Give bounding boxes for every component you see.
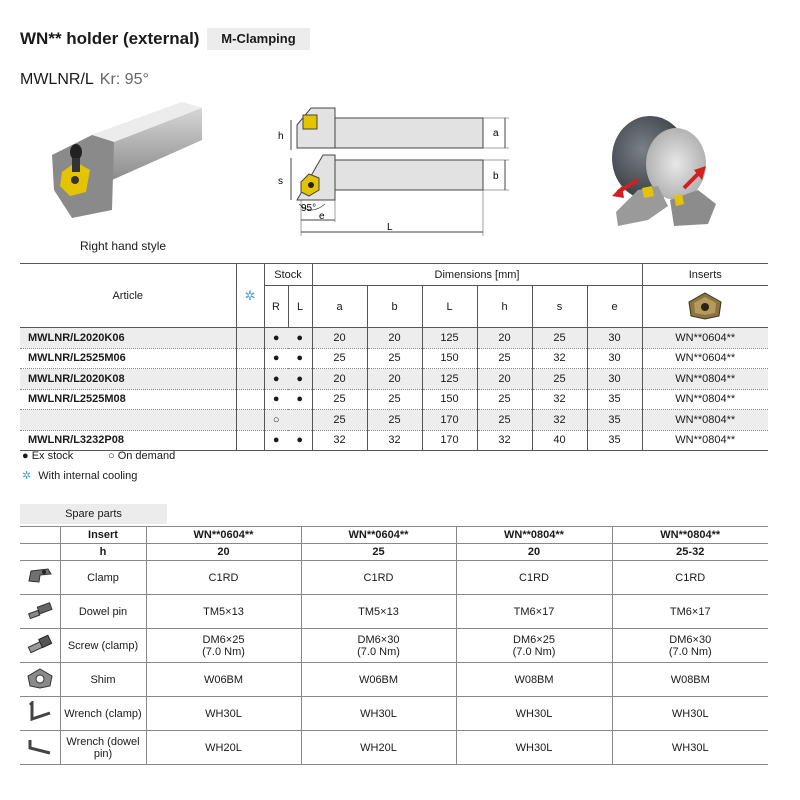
- insert-cell: WN**0604**: [642, 328, 768, 349]
- part-value: WH30L: [612, 731, 768, 765]
- stock-l: ●: [296, 352, 304, 365]
- col-h: 20: [456, 544, 612, 561]
- stock-l: ●: [296, 331, 304, 344]
- part-value-main: DM6×30: [669, 633, 712, 646]
- part-value: WH30L: [301, 697, 456, 731]
- header-stock-r: R: [264, 286, 288, 328]
- header-dim-h: h: [477, 286, 532, 328]
- clamp-icon: [26, 566, 54, 586]
- table-row: [20, 389, 768, 410]
- dim-e: 35: [587, 389, 642, 410]
- page-title: WN** holder (external): [20, 29, 200, 48]
- dim-L: 150: [422, 348, 477, 369]
- part-torque: (7.0 Nm): [512, 645, 556, 658]
- insert-cell: WN**0604**: [642, 348, 768, 369]
- wrench-icon: [26, 701, 54, 723]
- label-h: h: [278, 131, 284, 142]
- part-value: W08BM: [612, 663, 768, 697]
- insert-icon: [685, 290, 725, 320]
- part-value: [301, 629, 456, 663]
- part-name: Screw (clamp): [60, 629, 146, 663]
- dim-e: 35: [587, 410, 642, 431]
- label-angle: 95°: [301, 203, 317, 214]
- machining-illustration: [608, 108, 718, 226]
- dim-L: 170: [422, 410, 477, 431]
- dim-a: 25: [312, 348, 367, 369]
- cooling-icon: ✲: [22, 470, 32, 482]
- dim-h: 25: [477, 389, 532, 410]
- dim-b: 20: [367, 328, 422, 349]
- col-h: 25-32: [612, 544, 768, 561]
- part-value: TM6×17: [456, 595, 612, 629]
- stock-r: ●: [264, 389, 288, 410]
- insert-label: Insert: [60, 527, 146, 544]
- part-value: WH20L: [146, 731, 301, 765]
- dimension-drawing: [275, 100, 515, 245]
- wrench-icon: [26, 735, 54, 757]
- col-insert: WN**0804**: [456, 527, 612, 544]
- dim-b: 25: [367, 410, 422, 431]
- cooling-icon: ✲: [236, 264, 264, 328]
- part-value: WH30L: [456, 731, 612, 765]
- legend-cooling: [22, 469, 137, 482]
- dim-a: 25: [312, 389, 367, 410]
- part-torque: (7.0 Nm): [202, 645, 245, 658]
- table-row: [20, 348, 768, 369]
- article-cell: MWLNR/L2525M06: [28, 352, 126, 365]
- dim-L: 125: [422, 328, 477, 349]
- stock-r: ●: [264, 430, 288, 451]
- dim-a: 20: [312, 369, 367, 390]
- dim-h: 32: [477, 430, 532, 451]
- tool-holder-image: [52, 100, 202, 220]
- col-insert: WN**0604**: [146, 527, 301, 544]
- part-value: WH30L: [612, 697, 768, 731]
- dim-e: 30: [587, 369, 642, 390]
- part-name: Wrench (clamp): [60, 697, 146, 731]
- kr-angle: Kr: 95°: [99, 71, 149, 88]
- article-table: [20, 263, 768, 451]
- header-dim-L: L: [422, 286, 477, 328]
- part-value: C1RD: [612, 561, 768, 595]
- label-b: b: [493, 171, 499, 182]
- part-value: TM6×17: [612, 595, 768, 629]
- label-e: e: [319, 211, 325, 222]
- article-cell: MWLNR/L2020K08: [28, 372, 125, 385]
- dim-s: 25: [532, 328, 587, 349]
- dim-e: 30: [587, 328, 642, 349]
- part-value-main: DM6×25: [513, 633, 555, 646]
- article-cell: MWLNR/L2020K06: [28, 331, 125, 344]
- dim-b: 25: [367, 389, 422, 410]
- header-dim-a: a: [312, 286, 367, 328]
- table-row: [20, 430, 768, 451]
- dim-e: 35: [587, 430, 642, 451]
- header-inserts: Inserts: [642, 264, 768, 286]
- part-value: C1RD: [301, 561, 456, 595]
- header-dim-s: s: [532, 286, 587, 328]
- dim-h: 20: [477, 328, 532, 349]
- insert-image: [642, 286, 768, 328]
- shim-icon: [26, 667, 54, 689]
- part-name: Wrench (dowel pin): [60, 731, 146, 765]
- part-value: [456, 629, 612, 663]
- clamping-badge: M-Clamping: [207, 28, 310, 50]
- part-value: [612, 629, 768, 663]
- part-torque: (7.0 Nm): [357, 645, 400, 658]
- part-value: TM5×13: [301, 595, 456, 629]
- header-stock: Stock: [264, 264, 312, 286]
- dim-s: 32: [532, 410, 587, 431]
- stock-l: ●: [296, 372, 304, 385]
- header-dim-e: e: [587, 286, 642, 328]
- model-subtitle: [20, 71, 149, 89]
- stock-r: ●: [264, 328, 288, 349]
- part-torque: (7.0 Nm): [668, 645, 712, 658]
- dowel-pin-icon: [26, 600, 54, 620]
- col-insert: WN**0804**: [612, 527, 768, 544]
- part-name: Clamp: [60, 561, 146, 595]
- legend-cooling-text: With internal cooling: [38, 470, 138, 482]
- header-dim-b: b: [367, 286, 422, 328]
- model-name: MWLNR/L: [20, 71, 94, 88]
- header-article: Article: [20, 264, 236, 328]
- stock-l: ●: [296, 393, 304, 406]
- stock-l: [288, 410, 312, 431]
- dim-L: 150: [422, 389, 477, 410]
- insert-cell: WN**0804**: [642, 410, 768, 431]
- dim-L: 170: [422, 430, 477, 451]
- label-L: L: [387, 222, 393, 233]
- dim-s: 40: [532, 430, 587, 451]
- dim-h: 20: [477, 369, 532, 390]
- dim-s: 32: [532, 348, 587, 369]
- dim-h: 25: [477, 410, 532, 431]
- label-s: s: [278, 176, 283, 187]
- part-name: Dowel pin: [60, 595, 146, 629]
- right-hand-caption: Right hand style: [80, 239, 167, 253]
- part-value-main: DM6×25: [202, 633, 245, 646]
- part-value: [146, 629, 301, 663]
- stock-l: ●: [296, 434, 304, 447]
- table-row: [20, 369, 768, 390]
- col-h: 25: [301, 544, 456, 561]
- part-value: W06BM: [301, 663, 456, 697]
- col-h: 20: [146, 544, 301, 561]
- part-value: W08BM: [456, 663, 612, 697]
- spare-parts-table: [20, 526, 768, 765]
- screw-icon: [26, 634, 54, 654]
- header-stock-l: L: [288, 286, 312, 328]
- dim-h: 25: [477, 348, 532, 369]
- part-value: WH30L: [456, 697, 612, 731]
- part-value: WH30L: [146, 697, 301, 731]
- col-insert: WN**0604**: [301, 527, 456, 544]
- article-cell: MWLNR/L2525M08: [28, 393, 126, 406]
- insert-cell: WN**0804**: [642, 430, 768, 451]
- legend-on-demand: ○ On demand: [108, 450, 176, 462]
- dim-b: 32: [367, 430, 422, 451]
- table-row: [20, 410, 768, 431]
- part-value: C1RD: [456, 561, 612, 595]
- part-name: Shim: [60, 663, 146, 697]
- dim-s: 25: [532, 369, 587, 390]
- dim-a: 32: [312, 430, 367, 451]
- insert-cell: WN**0804**: [642, 369, 768, 390]
- stock-r: ●: [264, 348, 288, 369]
- insert-cell: WN**0804**: [642, 389, 768, 410]
- article-cell: MWLNR/L3232P08: [28, 434, 124, 447]
- part-value: TM5×13: [146, 595, 301, 629]
- spare-parts-tab: Spare parts: [20, 504, 167, 524]
- part-value: C1RD: [146, 561, 301, 595]
- part-value: W06BM: [146, 663, 301, 697]
- part-value: WH20L: [301, 731, 456, 765]
- dim-a: 20: [312, 328, 367, 349]
- stock-r: ●: [264, 369, 288, 390]
- part-value-main: DM6×30: [357, 633, 400, 646]
- label-a: a: [493, 128, 499, 139]
- article-cell: [20, 410, 236, 431]
- dim-b: 20: [367, 369, 422, 390]
- header-dimensions: Dimensions [mm]: [312, 264, 642, 286]
- dim-b: 25: [367, 348, 422, 369]
- dim-s: 32: [532, 389, 587, 410]
- dim-e: 30: [587, 348, 642, 369]
- stock-r: ○: [264, 410, 288, 431]
- legend-ex-stock: ● Ex stock: [22, 450, 74, 462]
- dim-a: 25: [312, 410, 367, 431]
- h-label: h: [60, 544, 146, 561]
- dim-L: 125: [422, 369, 477, 390]
- table-row: [20, 328, 768, 349]
